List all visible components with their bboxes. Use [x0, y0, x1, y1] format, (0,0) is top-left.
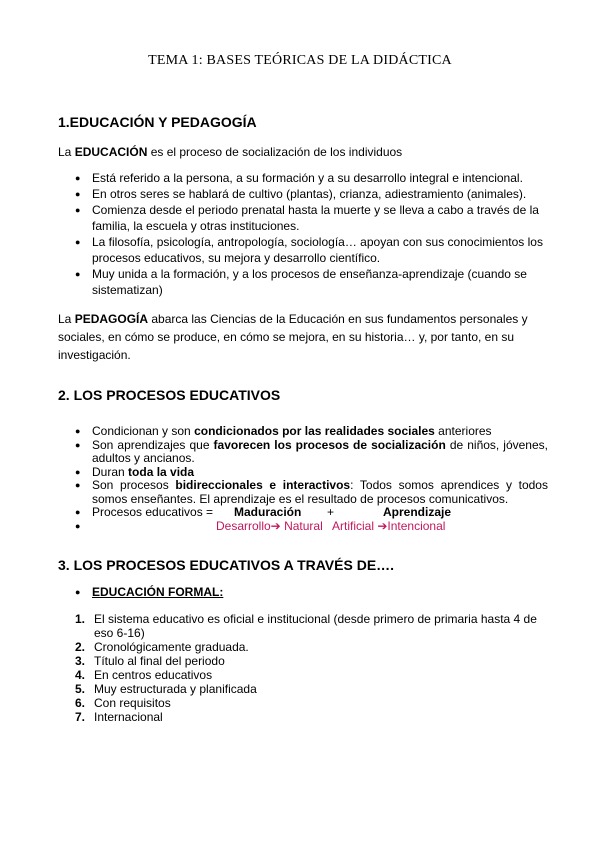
b2-pre: Son aprendizajes que	[92, 437, 214, 452]
ped-post: abarca las Ciencias de la Educación en sus fundamentos personales y sociales, en cómo se produce, en cómo se mejora, en su historia… y, por tanto, en su investigación.	[58, 312, 528, 362]
item-text: Internacional	[94, 710, 163, 724]
formal-education-list	[58, 612, 548, 724]
list-item	[58, 520, 548, 534]
b1-pre: Condicionan y son	[92, 424, 195, 438]
b5-plus: +	[327, 505, 335, 519]
document-title: TEMA 1: BASES TEÓRICAS DE LA DIDÁCTICA	[148, 53, 452, 68]
item-text: Con requisitos	[94, 696, 171, 710]
b1-post: anteriores	[434, 424, 492, 438]
list-item	[58, 612, 548, 640]
section-1-heading: 1.EDUCACIÓN Y PEDAGOGÍA	[58, 114, 257, 130]
list-item	[58, 479, 548, 506]
edu-pre: La	[58, 145, 75, 159]
list-item	[58, 710, 548, 724]
processes-bullets	[58, 425, 548, 534]
list-item	[58, 466, 548, 480]
formal-education-subheading: EDUCACIÓN FORMAL:	[92, 585, 224, 599]
b5-maduracion: Maduración	[234, 505, 302, 519]
item-number: 5.	[75, 682, 86, 696]
item-text: Título al final del periodo	[94, 654, 225, 668]
b1-bold: condicionados por las realidades sociales	[194, 424, 435, 438]
item-number: 2.	[75, 640, 86, 654]
list-item: ● Comienza desde el periodo prenatal hasta la muerte y se lleva a cabo a través de la familia, la escuela y otras instituciones.	[58, 202, 548, 234]
edu-post: es el proceso de socialización de los individuos	[147, 145, 403, 159]
b4-bold: bidireccionales e interactivos	[175, 478, 351, 492]
pedagogy-definition	[58, 310, 548, 364]
list-item	[58, 668, 548, 682]
item-text: El sistema educativo es oficial e institucional (desde primero de primaria hasta 4 de eso 6-16)	[94, 612, 537, 640]
list-item	[58, 586, 548, 600]
b6-desarrollo: ● Desarrollo➔ Natural	[216, 519, 323, 533]
list-item	[58, 506, 548, 520]
list-item	[58, 640, 548, 654]
item-text: Cronológicamente graduada.	[94, 640, 249, 654]
list-item	[58, 682, 548, 696]
ped-term: PEDAGOGÍA	[74, 312, 149, 326]
list-item: ● Está referido a la persona, a su formación y a su desarrollo integral e intencional.	[58, 170, 548, 186]
education-definition	[58, 143, 548, 161]
item-text: Muy estructurada y planificada	[94, 682, 257, 696]
item-number: 7.	[75, 710, 86, 724]
list-item	[58, 654, 548, 668]
list-item: ● Muy unida a la formación, y a los procesos de enseñanza-aprendizaje (cuando se sistematizan)	[58, 266, 548, 298]
b6-artificial: Artificial ➔Intencional	[332, 519, 446, 533]
item-text: En centros educativos	[94, 668, 213, 682]
item-number: 3.	[75, 654, 86, 668]
list-item: ● En otros seres se hablará de cultivo (plantas), crianza, adiestramiento (animales).	[58, 186, 548, 202]
b2-bold: favorecen los procesos de socialización	[213, 437, 446, 452]
list-item	[58, 439, 548, 466]
item-number: 1.	[75, 612, 86, 626]
list-item: ● La filosofía, psicología, antropología, sociología… apoyan con sus conocimientos los procesos educativos, su mejora y desarrollo científico.	[58, 234, 548, 266]
b3-bold: toda la vida	[128, 464, 195, 479]
b2-post: de niños, jóvenes, adultos y ancianos.	[92, 437, 548, 465]
b4-post: : Todos somos aprendices y todos somos enseñantes. El aprendizaje es el resultado de procesos comunicativos.	[92, 478, 548, 506]
section-3-heading: 3. LOS PROCESOS EDUCATIVOS A TRAVÉS DE….	[58, 557, 395, 573]
edu-term: EDUCACIÓN	[74, 145, 148, 159]
section-2-heading: 2. LOS PROCESOS EDUCATIVOS	[58, 387, 281, 403]
list-item	[58, 425, 548, 439]
formal-education-heading-list	[58, 586, 548, 600]
b5-aprendizaje: Aprendizaje	[383, 505, 452, 519]
education-bullets	[58, 170, 548, 298]
item-number: 4.	[75, 668, 86, 682]
item-number: 6.	[75, 696, 86, 710]
b4-pre: Son procesos	[92, 478, 176, 492]
b3-pre: Duran	[92, 464, 129, 479]
b5-label: Procesos educativos =	[92, 505, 214, 519]
list-item	[58, 696, 548, 710]
ped-pre: La	[58, 312, 75, 326]
